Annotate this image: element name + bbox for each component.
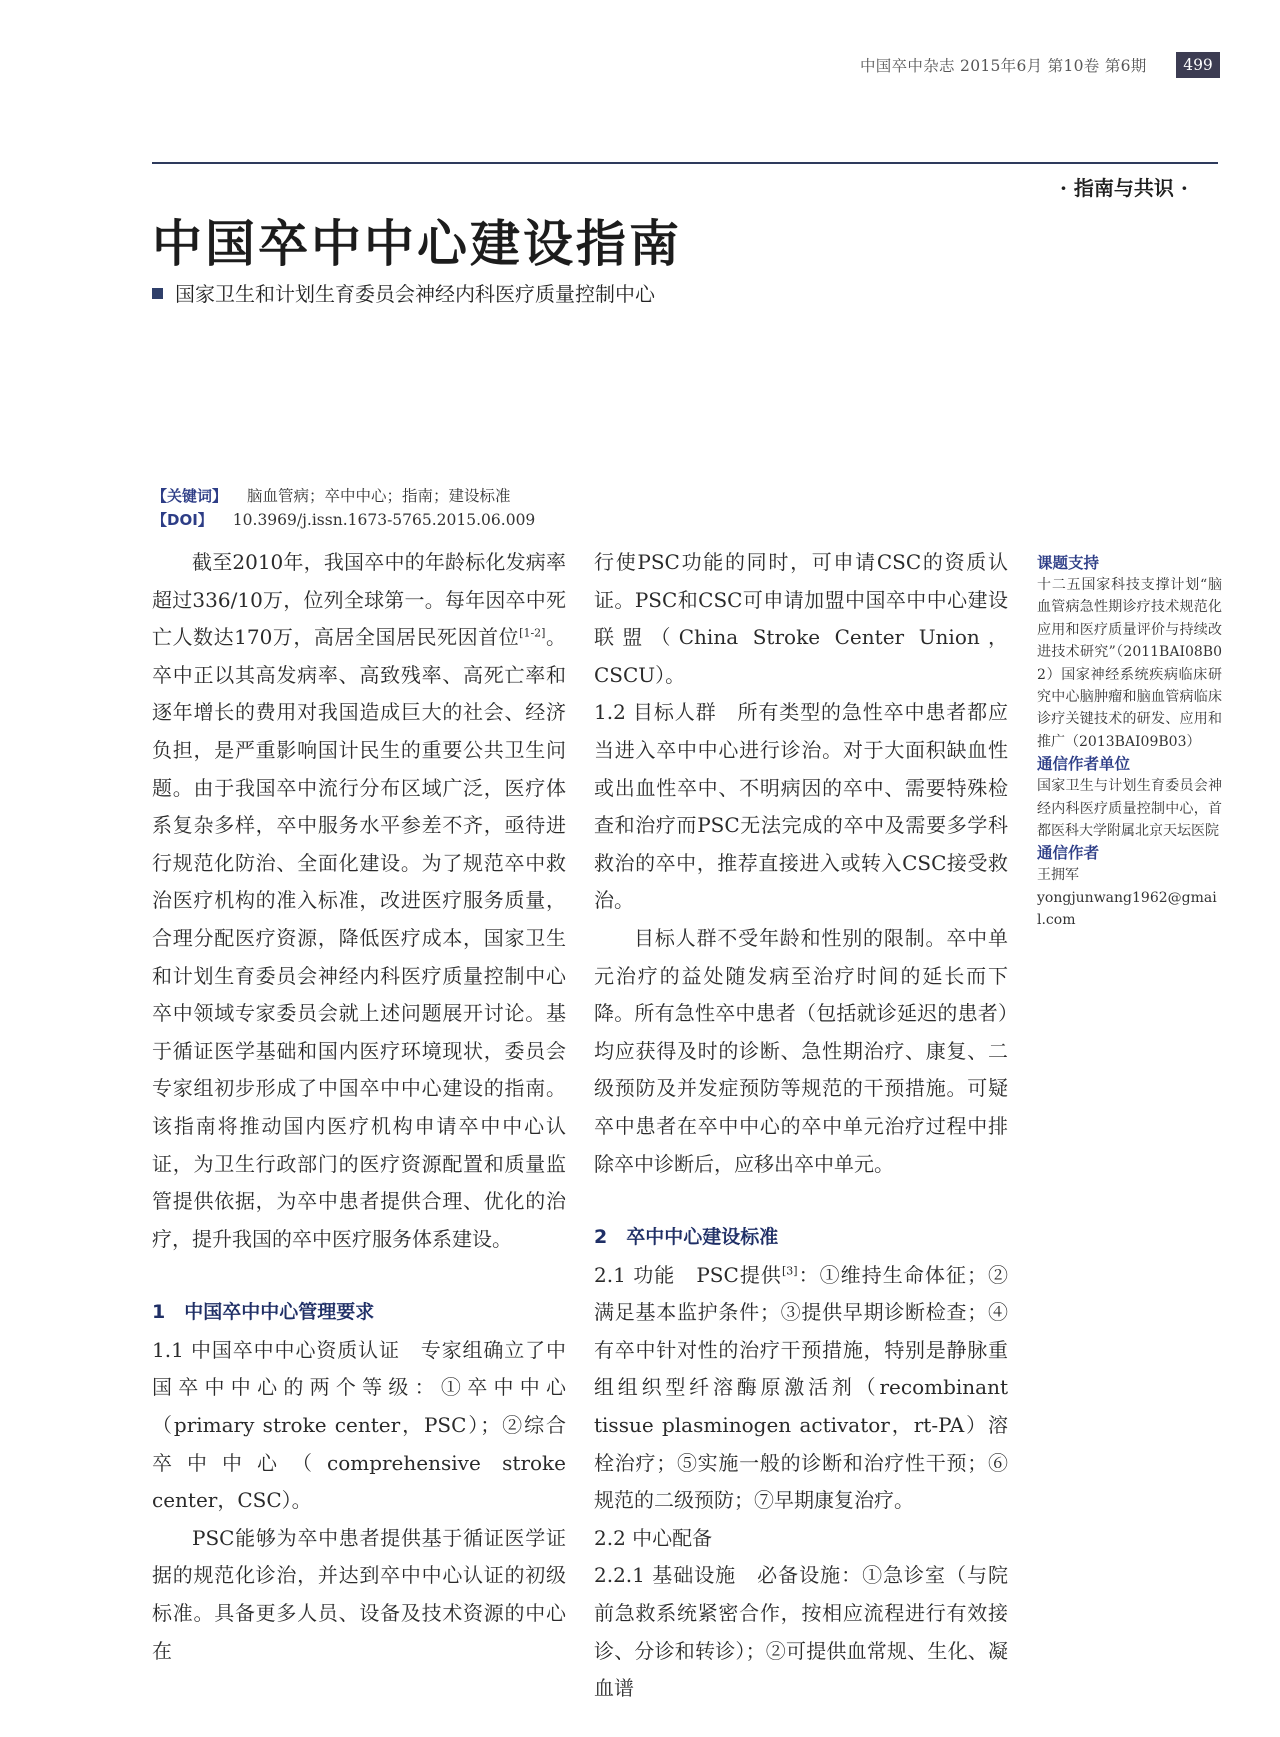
bullet-square-icon [152,288,163,299]
author-text: 国家卫生和计划生育委员会神经内科医疗质量控制中心 [175,282,655,306]
doi-label: 【DOI】 [152,511,213,529]
section-2-2-1-paragraph: 2.2.1 基础设施 必备设施：①急诊室（与院前急救系统紧密合作，按相应流程进行有效接诊、分诊和转诊）；②可提供血常规、生化、凝血谱 [594,1563,1008,1701]
section-1-heading: 1 中国卒中中心管理要求 [152,1301,375,1324]
doi-line [152,509,535,530]
citation-ref[interactable]: [1-2] [519,626,546,640]
intro-paragraph: 截至2010年，我国卒中的年龄标化发病率超过336/10万，位列全球第一。每年因卒中死亡人数达170万，高居全国居民死因首位[1-2]。卒中正以其高发病率、高致残率、高死亡率和逐年增长的费用对我国造成巨大的社会、经济负担，是严重影响国计民生的重要公共卫生问题。由于我国卒中流行分布区域广泛，医疗体系复杂多样，卒中服务水平参差不齐，亟待进行规范化防治、全面化建设。为了规范卒中救治医疗机构的准入标准，改进医疗服务质量，合理分配医疗资源，降低医疗成本，国家卫生和计划生育委员会神经内科医疗质量控制中心卒中领域专家委员会就上述问题展开讨论。基于循证医学基础和国内医疗环境现状，委员会专家组初步形成了中国卒中中心建设的指南。该指南将推动国内医疗机构申请卒中中心认证，为卫生行政部门的医疗资源配置和质量监管提供依据，为卒中患者提供合理、优化的治疗，提升我国的卒中医疗服务体系建设。 [152,550,566,1251]
doi-text[interactable]: 10.3969/j.issn.1673-5765.2015.06.009 [232,511,536,529]
corresponding-author-name: 王拥军 [1037,867,1079,884]
body-column-2 [594,544,1008,1708]
body-column-1 [152,544,566,1670]
keywords-line [152,484,511,506]
article-author [152,278,655,307]
sidebar-notes [1037,552,1222,932]
section-1-1-paragraph: 1.1 中国卒中中心资质认证 专家组确立了中国卒中中心的两个等级：①卒中中心（primary stroke center，PSC）；②综合卒中中心（comprehensive stroke center，CSC）。 [152,1337,566,1513]
section-1-1-paragraph-2: PSC能够为卒中患者提供基于循证医学证据的规范化诊治，并达到卒中中心认证的初级标准。具备更多人员、设备及技术资源的中心在 [152,1525,566,1663]
page-number: 499 [1176,52,1220,78]
section-2-2-heading: 2.2 中心配备 [594,1525,713,1550]
article-title: 中国卒中中心建设指南 [152,214,682,273]
funding-text: 十二五国家科技支撑计划“脑血管病急性期诊疗技术规范化应用和医疗质量评价与持续改进技术研究”（2011BAI08B02）国家神经系统疾病临床研究中心脑肿瘤和脑血管病临床诊疗关键技术的研发、应用和推广（2013BAI09B03） [1037,577,1222,750]
funding-label: 课题支持 [1037,554,1100,572]
continuation-paragraph: 行使PSC功能的同时，可申请CSC的资质认证。PSC和CSC可申请加盟中国卒中中心建设联盟（China Stroke Center Union，CSCU）。 [594,550,1008,687]
citation-ref[interactable]: [3] [781,1264,798,1278]
corresponding-author-label: 通信作者 [1037,844,1100,863]
column-tag: · 指南与共识 · [1060,176,1188,200]
section-2-1-paragraph: 2.1 功能 PSC提供[3]：①维持生命体征；②满足基本监护条件；③提供早期诊断检查；④有卒中针对性的治疗干预措施，特别是静脉重组组织型纤溶酶原激活剂（recombinant tissue plasminogen activator，rt-PA）溶栓治疗；⑤实施一般的诊断和治疗性干预；⑥规范的二级预防；⑦早期康复治疗。 [594,1262,1009,1513]
keywords-label: 【关键词】 [152,487,228,505]
corresponding-unit-label: 通信作者单位 [1037,755,1131,774]
running-head: 中国卒中杂志 2015年6月 第10卷 第6期 [860,57,1147,75]
section-2-heading: 2 卒中中心建设标准 [594,1226,779,1249]
keywords-text: 脑血管病；卒中中心；指南；建设标准 [247,487,511,505]
section-1-2-paragraph: 1.2 目标人群 所有类型的急性卒中患者都应当进入卒中中心进行诊治。对于大面积缺血性或出血性卒中、不明病因的卒中、需要特殊检查和治疗而PSC无法完成的卒中及需要多学科救治的卒中，推荐直接进入或转入CSC接受救治。 [594,700,1008,913]
header-rule [152,162,1218,164]
corresponding-unit-text: 国家卫生与计划生育委员会神经内科医疗质量控制中心，首都医科大学附属北京天坛医院 [1037,778,1222,840]
corresponding-author-email[interactable]: yongjunwang1962@gmail.com [1037,889,1217,929]
section-1-2-paragraph-2: 目标人群不受年龄和性别的限制。卒中单元治疗的益处随发病至治疗时间的延长而下降。所有急性卒中患者（包括就诊延迟的患者）均应获得及时的诊断、急性期治疗、康复、二级预防及并发症预防等规范的干预措施。可疑卒中患者在卒中中心的卒中单元治疗过程中排除卒中诊断后，应移出卒中单元。 [594,925,1008,1176]
